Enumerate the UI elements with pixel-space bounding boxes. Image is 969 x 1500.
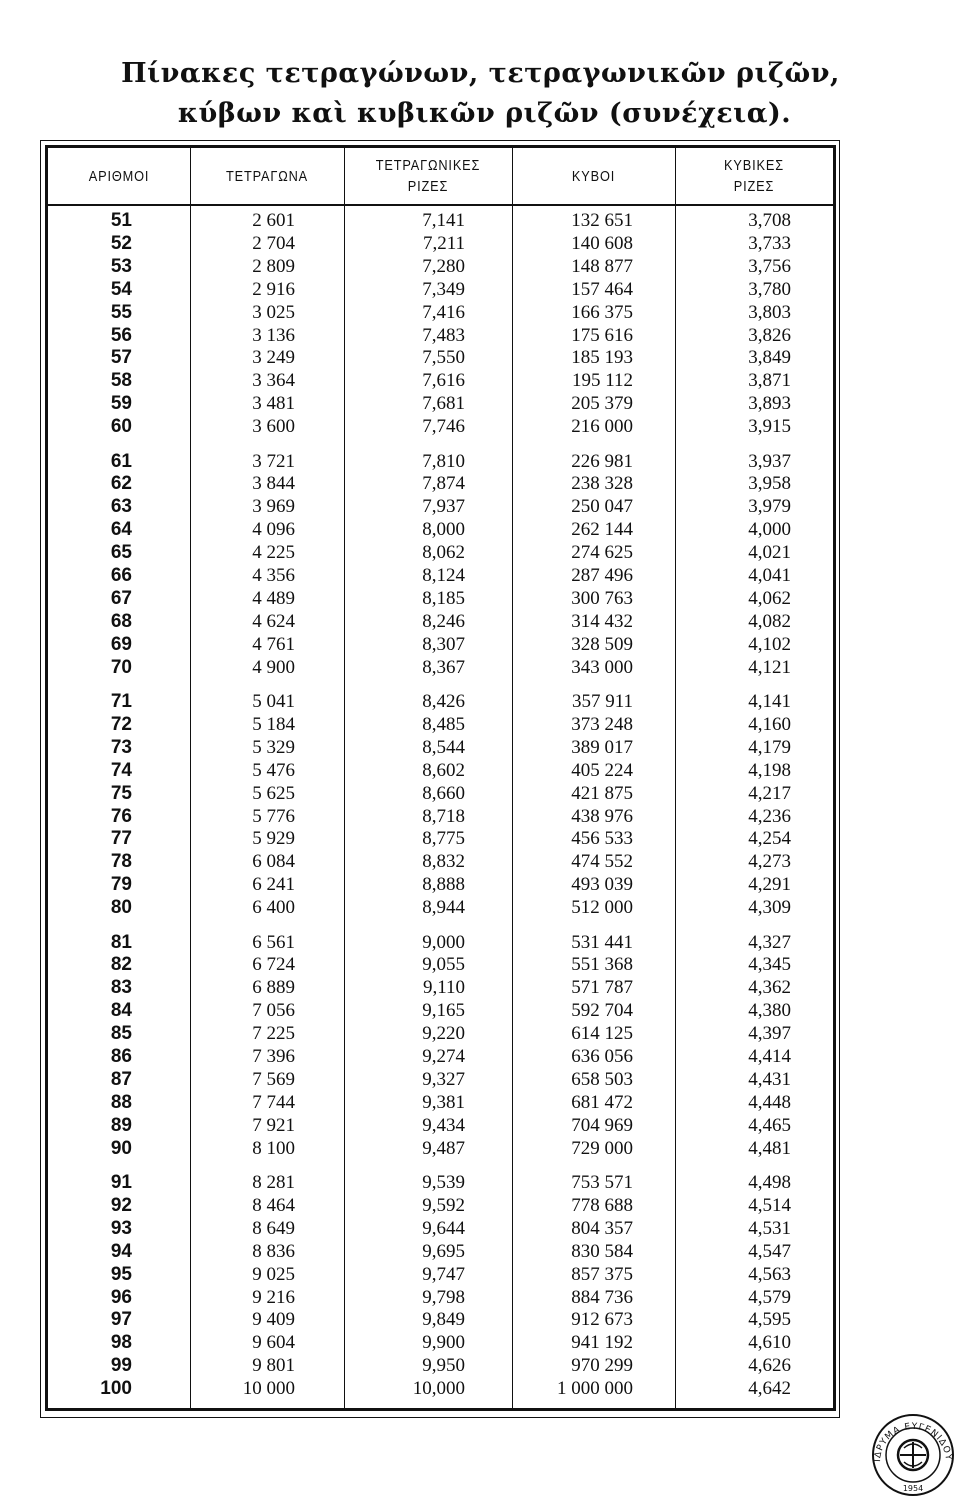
cube-cell: 373 248 [571, 713, 633, 735]
square-cell: 5 476 [252, 759, 295, 781]
square-cell: 8 281 [252, 1172, 295, 1193]
cube-cell: 195 112 [571, 370, 633, 392]
cube-cell: 300 763 [571, 587, 633, 609]
square-root-cell: 9,747 [422, 1263, 465, 1285]
cube-root-cell: 3,958 [748, 473, 791, 495]
square-cell: 3 844 [252, 473, 295, 495]
square-root-cell: 8,185 [422, 587, 465, 609]
square-cell: 2 809 [252, 255, 295, 277]
column-divider [190, 145, 191, 1411]
cube-cell: 314 432 [571, 610, 633, 632]
cube-cell: 614 125 [571, 1023, 633, 1045]
square-root-cell: 8,062 [422, 542, 465, 564]
cube-root-cell: 4,514 [748, 1194, 791, 1216]
number-cell: 78 [110, 851, 132, 873]
square-root-cell: 9,055 [422, 954, 465, 976]
cube-root-cell: 4,000 [748, 519, 791, 541]
square-cell: 4 096 [252, 519, 295, 541]
number-cell: 84 [110, 1000, 132, 1022]
number-cell: 51 [110, 210, 132, 231]
cube-cell: 551 368 [571, 954, 633, 976]
square-cell: 7 569 [252, 1068, 295, 1090]
number-cell: 77 [110, 828, 132, 850]
square-cell: 7 056 [252, 1000, 295, 1022]
cube-root-cell: 3,915 [748, 416, 791, 438]
number-cell: 79 [110, 874, 132, 896]
cube-root-cell: 4,160 [748, 713, 791, 735]
square-cell: 7 744 [252, 1091, 295, 1113]
cube-cell: 357 911 [571, 691, 633, 712]
square-root-cell: 9,950 [422, 1355, 465, 1377]
cube-cell: 205 379 [571, 393, 633, 415]
cube-root-cell: 4,595 [748, 1309, 791, 1331]
cube-cell: 148 877 [571, 255, 633, 277]
square-root-cell: 9,220 [422, 1023, 465, 1045]
square-root-cell: 8,832 [422, 851, 465, 873]
cube-root-cell: 4,380 [748, 1000, 791, 1022]
cube-cell: 216 000 [571, 416, 633, 438]
number-cell: 88 [110, 1091, 132, 1113]
page-title-line-1: Πίνακες τετραγώνων, τετραγωνικῶν ριζῶν, [121, 58, 840, 89]
square-root-cell: 7,550 [422, 347, 465, 369]
number-cell: 97 [110, 1309, 132, 1331]
cube-cell: 166 375 [571, 301, 633, 323]
square-root-cell: 9,695 [422, 1240, 465, 1262]
square-cell: 3 025 [252, 301, 295, 323]
cube-root-cell: 4,397 [748, 1023, 791, 1045]
square-cell: 9 025 [252, 1263, 295, 1285]
square-cell: 8 100 [252, 1137, 295, 1159]
square-cell: 2 704 [252, 232, 295, 254]
cube-root-cell: 4,531 [748, 1217, 791, 1239]
square-root-cell: 8,426 [422, 691, 465, 712]
number-cell: 63 [110, 496, 132, 518]
cube-root-cell: 4,041 [748, 565, 791, 586]
square-cell: 4 624 [252, 610, 295, 632]
square-root-cell: 8,718 [422, 805, 465, 827]
header-cubes: ΚΥΒΟΙ [571, 167, 616, 185]
cube-root-cell: 4,309 [748, 897, 791, 919]
square-root-cell: 9,381 [422, 1091, 465, 1113]
number-cell: 98 [110, 1332, 132, 1354]
cube-root-cell: 4,465 [748, 1114, 791, 1136]
number-cell: 81 [110, 931, 132, 953]
square-cell: 6 400 [252, 897, 295, 919]
number-cell: 94 [110, 1240, 132, 1262]
number-cell: 95 [110, 1263, 132, 1285]
cube-root-cell: 4,179 [748, 736, 791, 758]
cube-cell: 226 981 [571, 450, 633, 472]
square-cell: 4 900 [252, 656, 295, 678]
square-cell: 5 184 [252, 713, 295, 735]
cube-cell: 262 144 [571, 519, 633, 541]
square-cell: 7 225 [252, 1023, 295, 1045]
cube-cell: 681 472 [571, 1091, 633, 1113]
cube-root-cell: 4,254 [748, 828, 791, 850]
cube-root-cell: 4,498 [748, 1172, 791, 1193]
number-cell: 86 [110, 1046, 132, 1067]
number-cell: 55 [110, 301, 132, 323]
cube-root-cell: 4,121 [748, 656, 791, 678]
number-cell: 89 [110, 1114, 132, 1136]
number-cell: 62 [110, 473, 132, 495]
cube-root-cell: 3,780 [748, 278, 791, 300]
number-cell: 74 [110, 759, 132, 781]
cube-cell: 140 608 [571, 232, 633, 254]
square-root-cell: 8,000 [422, 519, 465, 541]
square-root-cell: 9,274 [422, 1046, 465, 1067]
cube-cell: 857 375 [571, 1263, 633, 1285]
square-cell: 4 356 [252, 565, 295, 586]
square-root-cell: 9,798 [422, 1286, 465, 1308]
number-cell: 85 [110, 1023, 132, 1045]
cube-root-cell: 4,563 [748, 1263, 791, 1285]
square-root-cell: 8,124 [422, 565, 465, 586]
square-cell: 5 776 [252, 805, 295, 827]
number-cell: 68 [110, 610, 132, 632]
square-cell: 3 364 [252, 370, 295, 392]
square-cell: 5 625 [252, 782, 295, 804]
square-root-cell: 10,000 [412, 1378, 465, 1400]
square-cell: 10 000 [242, 1378, 295, 1400]
square-root-cell: 7,141 [422, 210, 465, 231]
square-root-cell: 9,900 [422, 1332, 465, 1354]
cube-root-cell: 4,610 [748, 1332, 791, 1354]
cube-root-cell: 3,849 [748, 347, 791, 369]
cube-root-cell: 4,362 [748, 977, 791, 999]
square-root-cell: 8,544 [422, 736, 465, 758]
number-cell: 93 [110, 1217, 132, 1239]
cube-root-cell: 4,414 [748, 1046, 791, 1067]
square-root-cell: 8,775 [422, 828, 465, 850]
header-square-roots: ΤΕΤΡΑΓΩΝΙΚΕΣ ΡΙΖΕΣ [375, 157, 481, 195]
cube-cell: 438 976 [571, 805, 633, 827]
cube-root-cell: 4,236 [748, 805, 791, 827]
square-cell: 9 801 [252, 1355, 295, 1377]
number-cell: 53 [110, 255, 132, 277]
cube-root-cell: 4,217 [748, 782, 791, 804]
cube-cell: 1 000 000 [557, 1378, 633, 1400]
number-cell: 96 [110, 1286, 132, 1308]
cube-cell: 175 616 [571, 324, 633, 346]
cube-cell: 729 000 [571, 1137, 633, 1159]
number-cell: 56 [110, 324, 132, 346]
cube-cell: 753 571 [571, 1172, 633, 1193]
square-root-cell: 9,110 [422, 977, 465, 999]
cube-root-cell: 4,579 [748, 1286, 791, 1308]
square-root-cell: 7,681 [422, 393, 465, 415]
square-root-cell: 8,602 [422, 759, 465, 781]
square-cell: 8 649 [252, 1217, 295, 1239]
cube-cell: 250 047 [571, 496, 633, 518]
cube-root-cell: 3,979 [748, 496, 791, 518]
square-root-cell: 7,810 [422, 450, 465, 472]
number-cell: 58 [110, 370, 132, 392]
square-cell: 6 084 [252, 851, 295, 873]
square-root-cell: 8,660 [422, 782, 465, 804]
cube-root-cell: 3,756 [748, 255, 791, 277]
square-cell: 4 489 [252, 587, 295, 609]
cube-root-cell: 4,547 [748, 1240, 791, 1262]
foundation-seal-icon [870, 1412, 956, 1498]
cube-root-cell: 4,642 [748, 1378, 791, 1400]
cube-cell: 456 533 [571, 828, 633, 850]
number-cell: 80 [110, 897, 132, 919]
seal-year: 1954 [902, 1484, 924, 1493]
cube-cell: 132 651 [571, 210, 633, 231]
cube-cell: 912 673 [571, 1309, 633, 1331]
cube-cell: 493 039 [571, 874, 633, 896]
square-cell: 9 409 [252, 1309, 295, 1331]
number-cell: 92 [110, 1194, 132, 1216]
square-root-cell: 9,000 [422, 931, 465, 953]
number-cell: 69 [110, 633, 132, 655]
number-cell: 90 [110, 1137, 132, 1159]
cube-root-cell: 4,291 [748, 874, 791, 896]
number-cell: 82 [110, 954, 132, 976]
cube-cell: 778 688 [571, 1194, 633, 1216]
square-cell: 8 836 [252, 1240, 295, 1262]
header-cube-roots: ΚΥΒΙΚΕΣ ΡΙΖΕΣ [724, 157, 784, 195]
number-cell: 71 [110, 691, 132, 712]
cube-root-cell: 4,327 [748, 931, 791, 953]
cube-root-cell: 3,937 [748, 450, 791, 472]
square-cell: 3 249 [252, 347, 295, 369]
number-cell: 57 [110, 347, 132, 369]
square-cell: 6 241 [252, 874, 295, 896]
number-cell: 66 [110, 565, 132, 586]
cube-cell: 157 464 [571, 278, 633, 300]
cube-cell: 830 584 [571, 1240, 633, 1262]
square-root-cell: 9,487 [422, 1137, 465, 1159]
page-title-line-2: κύβων καὶ κυβικῶν ριζῶν (συνέχεια). [177, 98, 792, 129]
number-cell: 75 [110, 782, 132, 804]
cube-cell: 287 496 [571, 565, 633, 586]
square-root-cell: 9,592 [422, 1194, 465, 1216]
square-root-cell: 7,746 [422, 416, 465, 438]
cube-cell: 804 357 [571, 1217, 633, 1239]
cube-root-cell: 4,431 [748, 1068, 791, 1090]
number-cell: 76 [110, 805, 132, 827]
square-root-cell: 9,434 [422, 1114, 465, 1136]
cube-cell: 941 192 [571, 1332, 633, 1354]
cube-root-cell: 4,198 [748, 759, 791, 781]
cube-cell: 636 056 [571, 1046, 633, 1067]
number-cell: 61 [110, 450, 132, 472]
number-cell: 91 [110, 1172, 132, 1193]
cube-cell: 658 503 [571, 1068, 633, 1090]
square-root-cell: 9,644 [422, 1217, 465, 1239]
cube-root-cell: 3,893 [748, 393, 791, 415]
cube-cell: 421 875 [571, 782, 633, 804]
square-root-cell: 9,327 [422, 1068, 465, 1090]
square-cell: 4 761 [252, 633, 295, 655]
square-cell: 7 396 [252, 1046, 295, 1067]
square-cell: 5 041 [252, 691, 295, 712]
square-root-cell: 7,937 [422, 496, 465, 518]
square-cell: 7 921 [252, 1114, 295, 1136]
cube-root-cell: 4,021 [748, 542, 791, 564]
column-divider [344, 145, 345, 1411]
square-root-cell: 8,307 [422, 633, 465, 655]
square-root-cell: 8,888 [422, 874, 465, 896]
square-cell: 5 329 [252, 736, 295, 758]
number-cell: 87 [110, 1068, 132, 1090]
square-cell: 9 604 [252, 1332, 295, 1354]
number-cell: 59 [110, 393, 132, 415]
cube-root-cell: 3,733 [748, 232, 791, 254]
square-cell: 4 225 [252, 542, 295, 564]
square-root-cell: 7,416 [422, 301, 465, 323]
square-cell: 6 561 [252, 931, 295, 953]
square-root-cell: 8,485 [422, 713, 465, 735]
square-root-cell: 7,483 [422, 324, 465, 346]
cube-cell: 970 299 [571, 1355, 633, 1377]
square-cell: 8 464 [252, 1194, 295, 1216]
square-cell: 3 969 [252, 496, 295, 518]
header-numbers: ΑΡΙΘΜΟΙ [88, 167, 150, 185]
cube-root-cell: 4,273 [748, 851, 791, 873]
number-cell: 64 [110, 519, 132, 541]
cube-root-cell: 3,826 [748, 324, 791, 346]
number-cell: 67 [110, 587, 132, 609]
cube-root-cell: 4,448 [748, 1091, 791, 1113]
number-cell: 70 [110, 656, 132, 678]
number-cell: 99 [110, 1355, 132, 1377]
square-cell: 2 601 [252, 210, 295, 231]
number-cell: 60 [110, 416, 132, 438]
cube-root-cell: 3,803 [748, 301, 791, 323]
cube-root-cell: 4,062 [748, 587, 791, 609]
number-cell: 72 [110, 713, 132, 735]
square-root-cell: 7,616 [422, 370, 465, 392]
cube-cell: 185 193 [571, 347, 633, 369]
cube-cell: 531 441 [571, 931, 633, 953]
square-cell: 2 916 [252, 278, 295, 300]
cube-root-cell: 3,708 [748, 210, 791, 231]
cube-root-cell: 4,102 [748, 633, 791, 655]
square-root-cell: 7,874 [422, 473, 465, 495]
cube-root-cell: 3,871 [748, 370, 791, 392]
number-cell: 73 [110, 736, 132, 758]
square-cell: 9 216 [252, 1286, 295, 1308]
cube-cell: 405 224 [571, 759, 633, 781]
square-root-cell: 8,944 [422, 897, 465, 919]
square-cell: 6 889 [252, 977, 295, 999]
square-root-cell: 8,367 [422, 656, 465, 678]
square-cell: 3 721 [252, 450, 295, 472]
square-root-cell: 7,349 [422, 278, 465, 300]
square-cell: 3 600 [252, 416, 295, 438]
cube-root-cell: 4,082 [748, 610, 791, 632]
number-cell: 54 [110, 278, 132, 300]
cube-cell: 238 328 [571, 473, 633, 495]
cube-root-cell: 4,626 [748, 1355, 791, 1377]
number-cell: 52 [110, 232, 132, 254]
number-cell: 65 [110, 542, 132, 564]
column-divider [512, 145, 513, 1411]
cube-root-cell: 4,141 [748, 691, 791, 712]
square-root-cell: 9,165 [422, 1000, 465, 1022]
cube-cell: 592 704 [571, 1000, 633, 1022]
header-divider [45, 204, 836, 206]
square-root-cell: 7,280 [422, 255, 465, 277]
square-cell: 6 724 [252, 954, 295, 976]
cube-cell: 474 552 [571, 851, 633, 873]
cube-root-cell: 4,481 [748, 1137, 791, 1159]
cube-cell: 328 509 [571, 633, 633, 655]
cube-cell: 343 000 [571, 656, 633, 678]
square-root-cell: 7,211 [422, 232, 465, 254]
cube-root-cell: 4,345 [748, 954, 791, 976]
square-root-cell: 9,849 [422, 1309, 465, 1331]
number-cell: 83 [110, 977, 132, 999]
square-root-cell: 8,246 [422, 610, 465, 632]
cube-cell: 274 625 [571, 542, 633, 564]
number-cell: 100 [100, 1378, 132, 1400]
cube-cell: 512 000 [571, 897, 633, 919]
cube-cell: 571 787 [571, 977, 633, 999]
seal-text: ΙΔΡΥΜΑ ΕΥΓΕΝΙΔΟΥ [872, 1421, 954, 1463]
square-root-cell: 9,539 [422, 1172, 465, 1193]
square-cell: 5 929 [252, 828, 295, 850]
cube-cell: 389 017 [571, 736, 633, 758]
cube-cell: 704 969 [571, 1114, 633, 1136]
square-cell: 3 136 [252, 324, 295, 346]
square-cell: 3 481 [252, 393, 295, 415]
cube-cell: 884 736 [571, 1286, 633, 1308]
header-squares: ΤΕΤΡΑΓΩΝΑ [225, 167, 309, 185]
